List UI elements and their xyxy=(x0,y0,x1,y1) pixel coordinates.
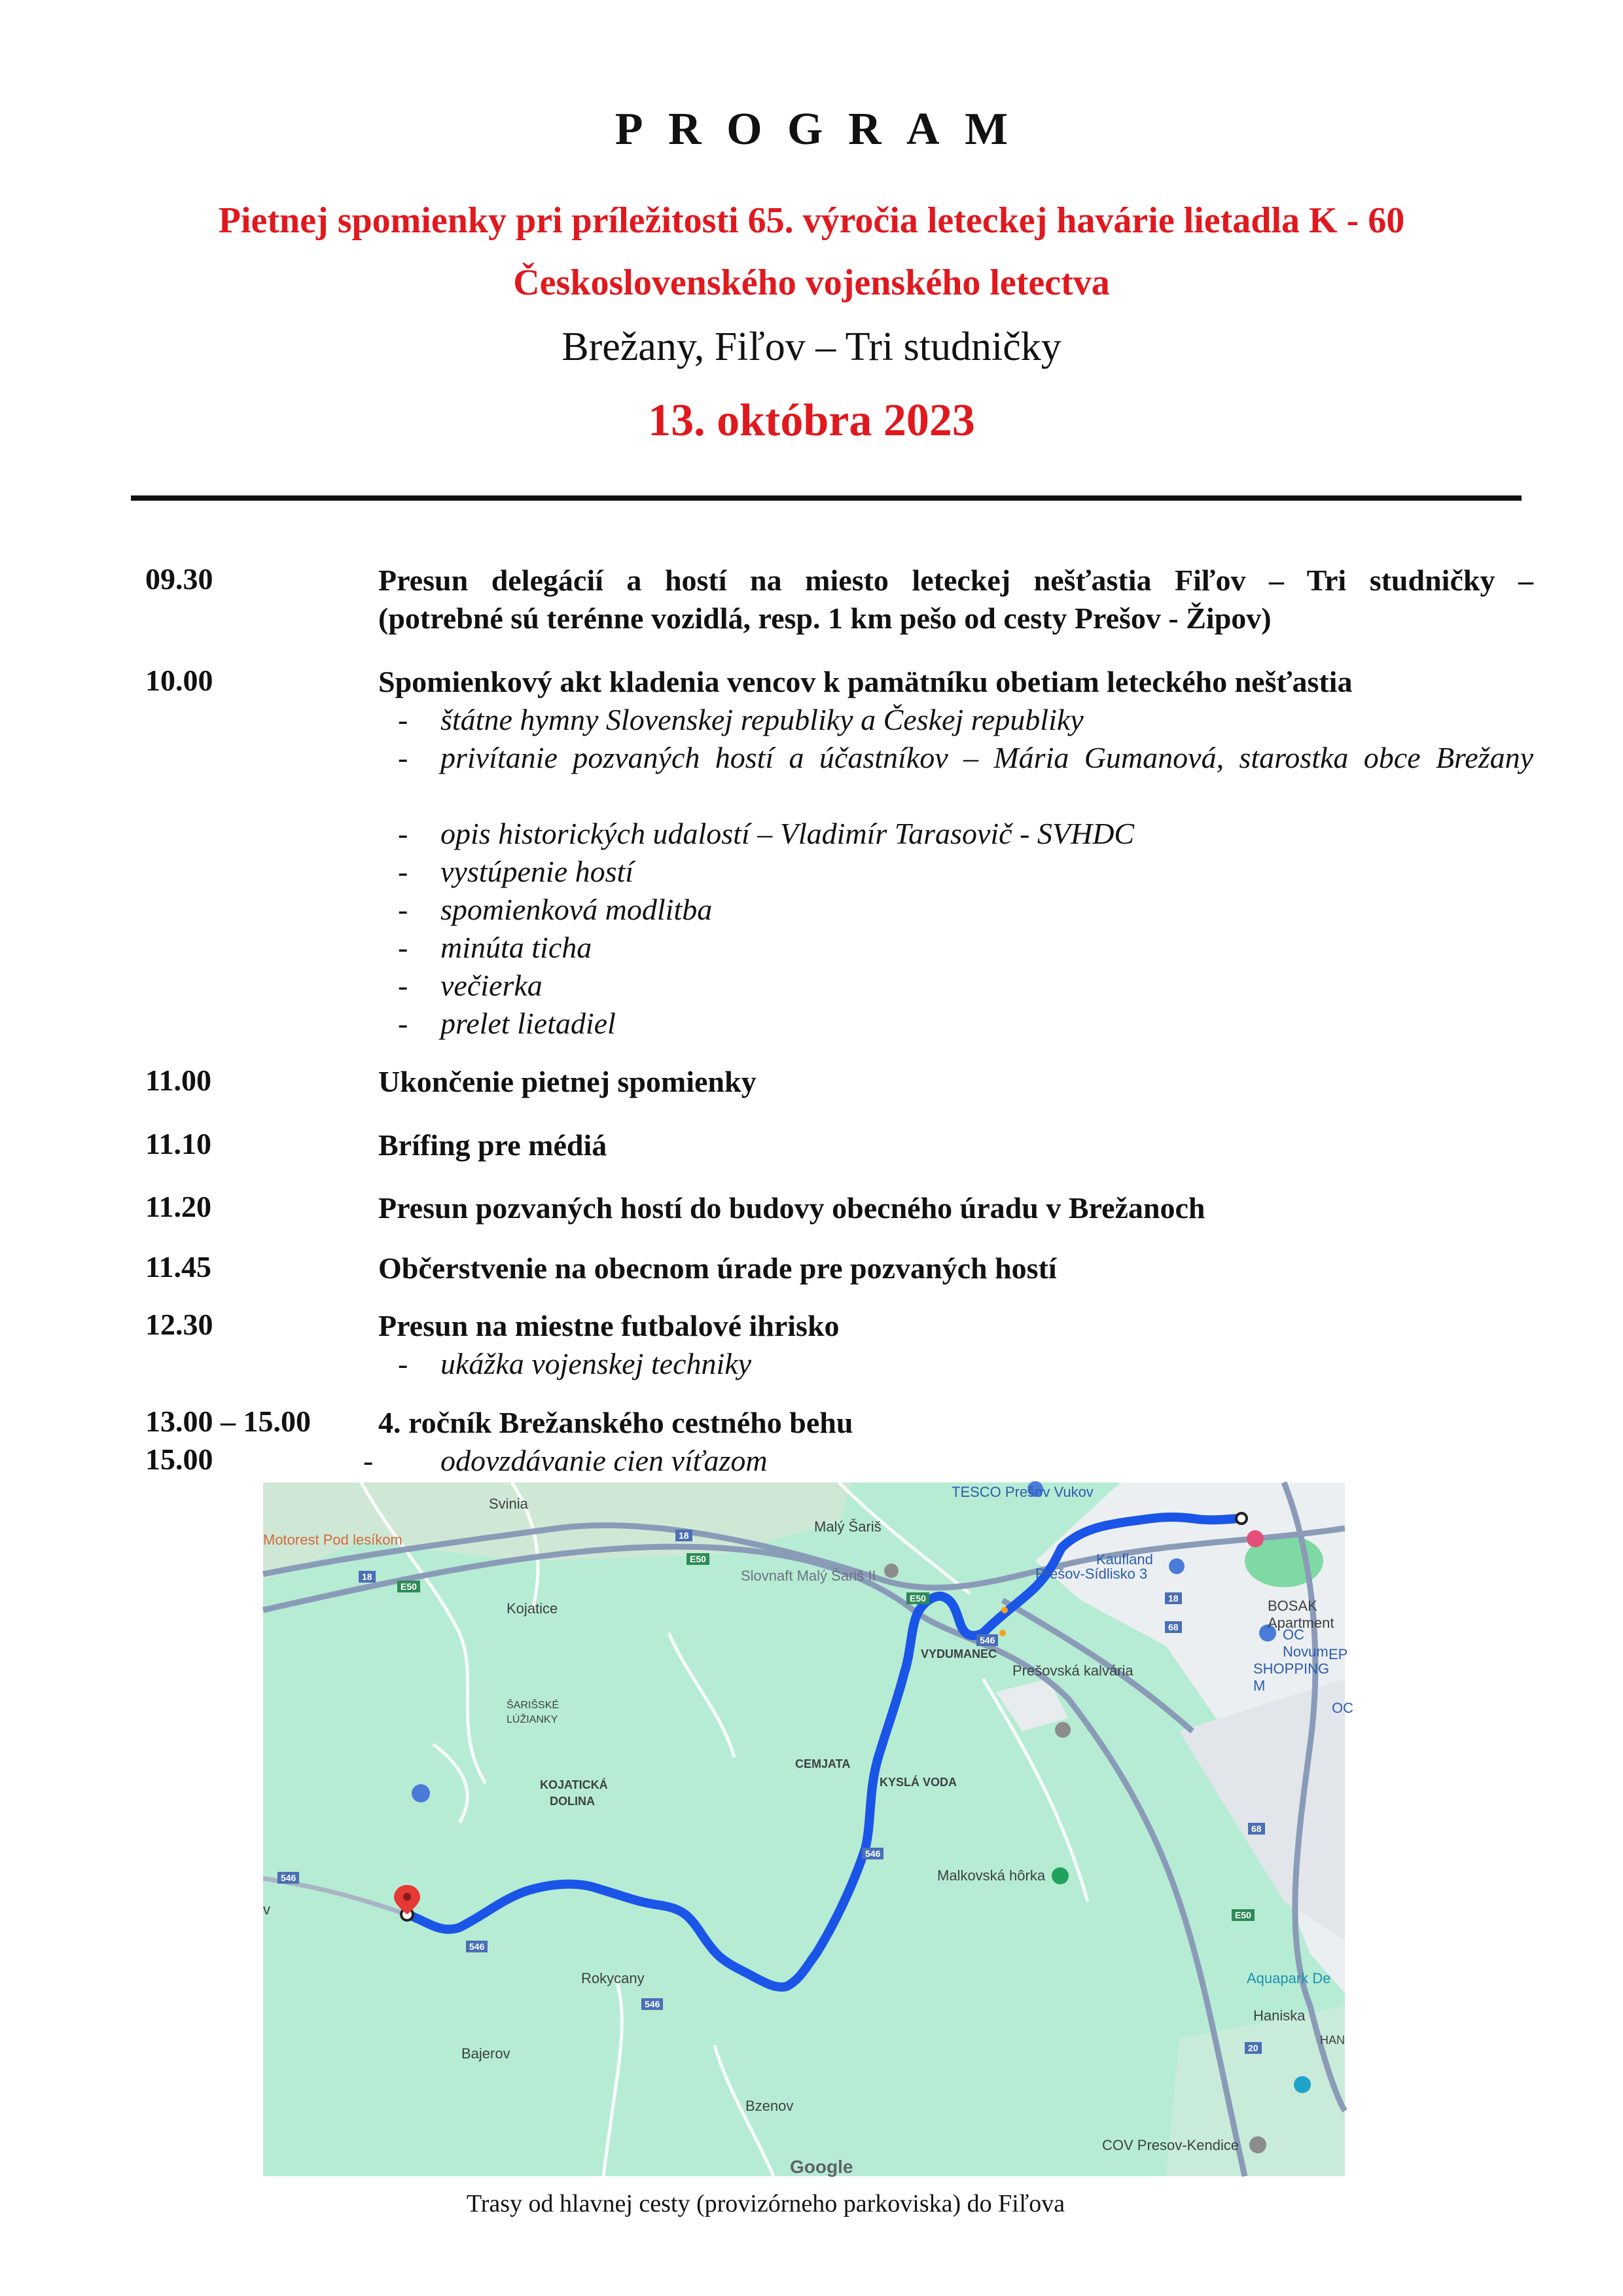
map-label: KYSLÁ VODA xyxy=(880,1776,957,1789)
road-546 xyxy=(263,1878,407,1914)
program-heading: PROGRAM xyxy=(615,104,1033,154)
schedule-text: (potrebné sú terénne vozidlá, resp. 1 km pešo od cesty Prešov - Žipov) xyxy=(378,601,1272,635)
map-label: LÚŽIANKY xyxy=(507,1714,558,1725)
aquapark-icon[interactable] xyxy=(1294,2076,1311,2093)
list-item: - spomienková modlitba xyxy=(398,893,713,926)
event-place: Brežany, Fiľov – Tri studničky xyxy=(562,325,1061,369)
schedule-text: Brífing pre médiá xyxy=(378,1128,607,1162)
home-icon[interactable] xyxy=(412,1784,430,1803)
schedule-text: Občerstvenie na obecnom úrade pre pozvaných hostí xyxy=(378,1251,1057,1285)
road-shield: 18 xyxy=(675,1530,692,1541)
schedule-text: Presun delegácií a hostí na miesto leteckej nešťastia Fiľov – Tri studničky – xyxy=(378,564,1533,597)
urban-area xyxy=(1179,1679,1345,1941)
map-label: Motorest Pod lesíkom xyxy=(263,1532,402,1548)
landmark-icon[interactable] xyxy=(1055,1722,1071,1738)
road-shield: 546 xyxy=(641,1998,663,2010)
store-icon[interactable] xyxy=(1169,1558,1185,1574)
road-shield: 546 xyxy=(976,1634,998,1646)
google-logo: Google xyxy=(790,2157,853,2177)
map-label: SHOPPING M xyxy=(1253,1660,1330,1694)
map-caption: Trasy od hlavnej cesty (provizórneho parkoviska) do Fiľova xyxy=(466,2190,1065,2217)
poi-icon[interactable] xyxy=(1249,2136,1266,2153)
schedule-time: 11.00 xyxy=(145,1064,211,1097)
map-label: Bajerov xyxy=(461,2045,510,2062)
road-shield: 18 xyxy=(1165,1592,1182,1604)
hiking-icon[interactable] xyxy=(1052,1867,1069,1884)
map-label: BOSAK Apartment xyxy=(1268,1598,1334,1631)
map-label: Aquapark De xyxy=(1247,1970,1331,1986)
event-date: 13. októbra 2023 xyxy=(648,395,975,446)
map-label: KOJATICKÁ xyxy=(540,1778,608,1791)
map-label: Prešov-Sídlisko 3 xyxy=(1035,1566,1148,1582)
schedule-time: 11.20 xyxy=(145,1190,211,1223)
map-label: Malý Šariš xyxy=(814,1518,882,1535)
schedule-time: 11.10 xyxy=(145,1127,211,1160)
map-canvas xyxy=(263,1482,1348,2176)
map-label: Haniska xyxy=(1253,2007,1306,2024)
road-shield: E50 xyxy=(687,1553,709,1565)
event-subtitle-line1: Pietnej spomienky pri príležitosti 65. výročia leteckej havárie lietadla K - 60 xyxy=(218,200,1405,241)
list-item: - opis historických udalostí – Vladimír Tarasovič - SVHDC xyxy=(398,817,1135,850)
fuel-icon[interactable] xyxy=(884,1564,899,1578)
map-label: HAN xyxy=(1320,2034,1346,2047)
list-item: - minúta ticha xyxy=(398,931,592,964)
map-label: OC xyxy=(1332,1700,1353,1716)
road-shield: 546 xyxy=(862,1848,883,1859)
list-item: - večierka xyxy=(398,969,543,1002)
schedule-text: 4. ročník Brežanského cestného behu xyxy=(378,1406,853,1439)
schedule-text: Ukončenie pietnej spomienky xyxy=(378,1065,757,1098)
road-shield: E50 xyxy=(1232,1909,1255,1921)
map-label: Prešovská kalvária xyxy=(1012,1662,1133,1679)
schedule-text: Presun pozvaných hostí do budovy obecného úradu v Brežanoch xyxy=(378,1191,1205,1225)
list-item: - privítanie pozvaných hostí a účastníkov – Mária Gumanová, starostka obce Brežany xyxy=(398,741,1533,774)
list-item: - štátne hymny Slovenskej republiky a Českej republiky xyxy=(398,703,1084,736)
road-shield: 18 xyxy=(359,1571,376,1583)
map-label: CEMJATA xyxy=(795,1757,851,1770)
list-item: - prelet lietadiel xyxy=(398,1007,616,1040)
list-item: - odovzdávanie cien víťazom xyxy=(363,1444,768,1477)
header-divider xyxy=(131,495,1522,501)
map-label: Rokycany xyxy=(581,1970,645,1986)
hotel-icon[interactable] xyxy=(1247,1530,1264,1547)
road-shield: E50 xyxy=(397,1581,420,1592)
route-map[interactable] xyxy=(263,1482,1353,2177)
map-label: Kojatice xyxy=(507,1600,558,1617)
map-label: EP xyxy=(1329,1646,1348,1662)
map-label: Slovnaft Malý Šariš II xyxy=(741,1568,876,1584)
map-label: Malkovská hôrka xyxy=(937,1867,1046,1884)
road-shield: 68 xyxy=(1248,1823,1265,1835)
map-label: Kaufland xyxy=(1096,1551,1153,1568)
schedule-time: 15.00 xyxy=(145,1443,213,1476)
road-shield: 546 xyxy=(277,1872,299,1884)
road-shield: 68 xyxy=(1165,1621,1182,1633)
map-label: Bzenov xyxy=(745,2098,794,2114)
map-label: COV Presov-Kendice xyxy=(1102,2137,1240,2153)
road-shield: 20 xyxy=(1245,2042,1262,2054)
schedule-time: 11.45 xyxy=(145,1250,211,1283)
schedule-time: 10.00 xyxy=(145,664,213,697)
schedule-time: 13.00 – 15.00 xyxy=(145,1405,311,1438)
schedule-time: 12.30 xyxy=(145,1308,213,1341)
list-item: - vystúpenie hostí xyxy=(398,855,634,888)
map-label: DOLINA xyxy=(550,1795,595,1808)
list-item: - ukážka vojenskej techniky xyxy=(398,1347,752,1380)
map-label: ŠARIŠSKÉ xyxy=(507,1700,560,1711)
map-label: Svinia xyxy=(489,1496,528,1512)
event-subtitle-line2: Československého vojenského letectva xyxy=(513,262,1110,303)
road-shield: E50 xyxy=(906,1592,929,1604)
road-shield: 546 xyxy=(466,1941,488,1952)
end-dot xyxy=(1236,1513,1247,1524)
map-label: VYDUMANEC xyxy=(921,1647,997,1660)
map-label: OC Novum xyxy=(1283,1626,1329,1660)
schedule-text: Spomienkový akt kladenia vencov k pamätníku obetiam leteckého nešťastia xyxy=(378,665,1353,698)
schedule-text: Presun na miestne futbalové ihrisko xyxy=(378,1309,840,1342)
map-label: v xyxy=(263,1901,270,1918)
map-label: TESCO Prešov Vukov xyxy=(952,1484,1094,1500)
schedule-time: 09.30 xyxy=(145,562,213,596)
